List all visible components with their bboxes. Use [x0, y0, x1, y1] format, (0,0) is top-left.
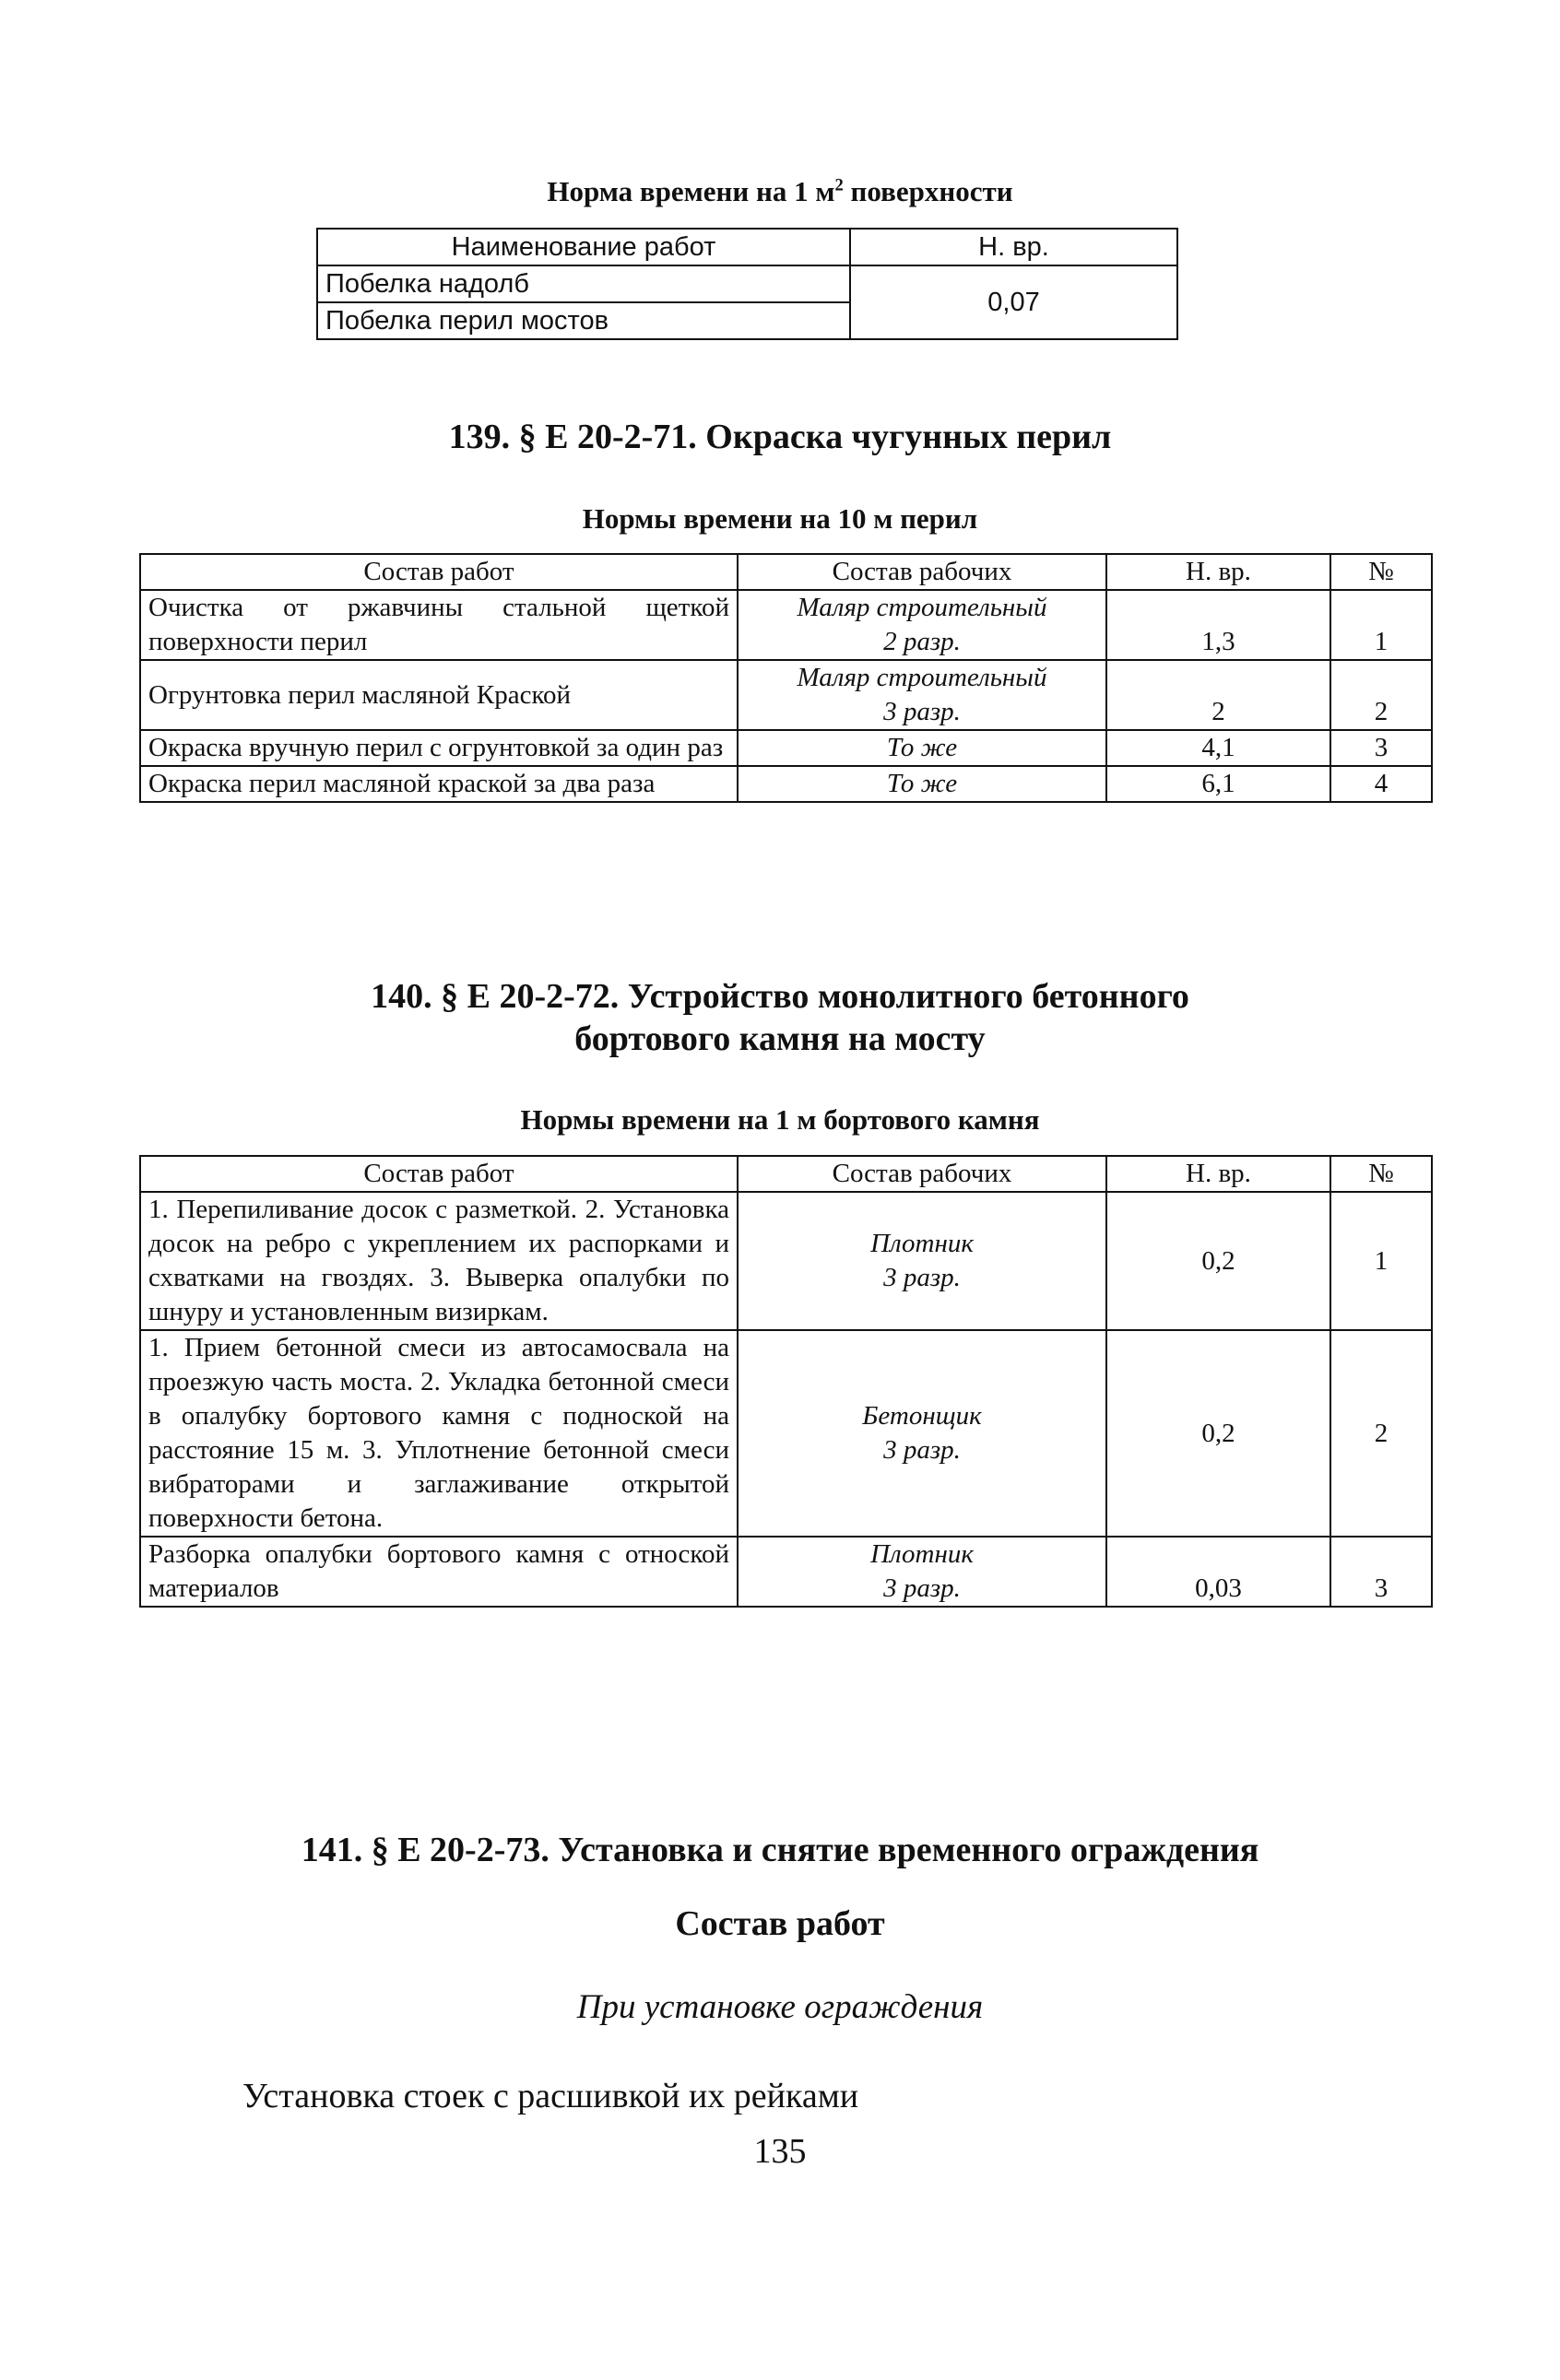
work-cell: 1. Прием бетонной смеси из автосамосвала на проезжую часть моста. 2. Укладка бетонной смеси в опалубку бортового камня с подноской на расстояние 15 м. 3. Уплотнение бетонной смеси вибраторами и заглаживание открытой поверхности бетона. — [140, 1330, 738, 1537]
norm-cell: 6,1 — [1106, 766, 1330, 802]
table-row — [140, 660, 1432, 730]
table-row — [140, 590, 1432, 660]
table139-header-work: Состав работ — [140, 554, 738, 590]
table-row — [140, 1537, 1432, 1607]
table140-header-workers: Состав рабочих — [738, 1156, 1106, 1192]
work-cell: 1. Перепиливание досок с разметкой. 2. Установка досок на ребро с укреплением их распорками и схватками на гвоздях. 3. Выверка опалубки по шнуру и установленным визиркам. — [140, 1192, 738, 1330]
worker-grade: 2 разр. — [883, 627, 961, 656]
table139-header-workers: Состав рабочих — [738, 554, 1106, 590]
norm-cell: 0,2 — [1106, 1330, 1330, 1537]
worker-profession: Маляр строительный — [797, 663, 1047, 692]
workers-cell — [738, 590, 1106, 660]
workers-cell — [738, 1537, 1106, 1607]
section140-title-line2: бортового камня на мосту — [574, 1019, 986, 1058]
section140-caption: Нормы времени на 1 м бортового камня — [520, 1103, 1040, 1136]
table1-row: Побелка перил мостов — [317, 302, 850, 339]
workers-cell: То же — [738, 766, 1106, 802]
table139 — [139, 553, 1433, 803]
table-row — [140, 1330, 1432, 1537]
worker-grade: 3 разр. — [883, 1573, 961, 1603]
number-cell: 3 — [1330, 730, 1432, 766]
worker-profession: Плотник — [870, 1229, 974, 1258]
page-number: 135 — [753, 2132, 807, 2171]
section141-text: Установка стоек с расшивкой их рейками — [242, 2077, 859, 2115]
section139-caption: Нормы времени на 10 м перил — [582, 502, 978, 535]
table1-caption: Норма времени на 1 $м^2$ поверхности — [547, 175, 1013, 207]
work-cell: Окраска перил масляной краской за два раза — [140, 766, 738, 802]
table1-header-norm: Н. вр. — [850, 229, 1177, 265]
table140-header-number: № — [1330, 1156, 1432, 1192]
section140-title — [0, 975, 1560, 1060]
table1 — [316, 228, 1178, 340]
workers-cell — [738, 1330, 1106, 1537]
number-cell: 1 — [1330, 590, 1432, 660]
table139-header-norm: Н. вр. — [1106, 554, 1330, 590]
table140 — [139, 1155, 1433, 1608]
table-row — [140, 1192, 1432, 1330]
number-cell: 4 — [1330, 766, 1432, 802]
table140-header-norm: Н. вр. — [1106, 1156, 1330, 1192]
work-cell: Окраска вручную перил с огрунтовкой за один раз — [140, 730, 738, 766]
table1-norm-value: 0,07 — [850, 265, 1177, 339]
work-cell: Очистка от ржавчины стальной щеткой поверхности перил — [140, 590, 738, 660]
number-cell: 2 — [1330, 660, 1432, 730]
workers-cell — [738, 660, 1106, 730]
worker-grade: 3 разр. — [883, 1435, 961, 1465]
work-cell: Огрунтовка перил масляной Краской — [140, 660, 738, 730]
worker-grade: 3 разр. — [883, 697, 961, 726]
section140-title-line1: 140. § Е 20-2-72. Устройство монолитного бетонного — [371, 977, 1189, 1016]
number-cell: 2 — [1330, 1330, 1432, 1537]
table140-header-work: Состав работ — [140, 1156, 738, 1192]
work-cell: Разборка опалубки бортового камня с отноской материалов — [140, 1537, 738, 1607]
number-cell: 3 — [1330, 1537, 1432, 1607]
table-row — [140, 766, 1432, 802]
workers-cell: То же — [738, 730, 1106, 766]
worker-profession: Плотник — [870, 1539, 974, 1569]
workers-cell — [738, 1192, 1106, 1330]
norm-cell: 4,1 — [1106, 730, 1330, 766]
section141-subtitle: Состав работ — [675, 1904, 885, 1943]
section141-italic-heading: При установке ограждения — [576, 1988, 984, 2026]
worker-grade: 3 разр. — [883, 1263, 961, 1292]
worker-profession: Маляр строительный — [797, 593, 1047, 622]
norm-cell: 1,3 — [1106, 590, 1330, 660]
section139-title: 139. § Е 20-2-71. Окраска чугунных перил — [448, 418, 1112, 456]
table1-header-work: Наименование работ — [317, 229, 850, 265]
table139-header-number: № — [1330, 554, 1432, 590]
section141-title: 141. § Е 20-2-73. Установка и снятие временного ограждения — [301, 1831, 1259, 1869]
table-row — [140, 730, 1432, 766]
table1-row: Побелка надолб — [317, 265, 850, 302]
norm-cell: 0,2 — [1106, 1192, 1330, 1330]
norm-cell: 2 — [1106, 660, 1330, 730]
worker-profession: Бетонщик — [862, 1401, 982, 1431]
norm-cell: 0,03 — [1106, 1537, 1330, 1607]
number-cell: 1 — [1330, 1192, 1432, 1330]
